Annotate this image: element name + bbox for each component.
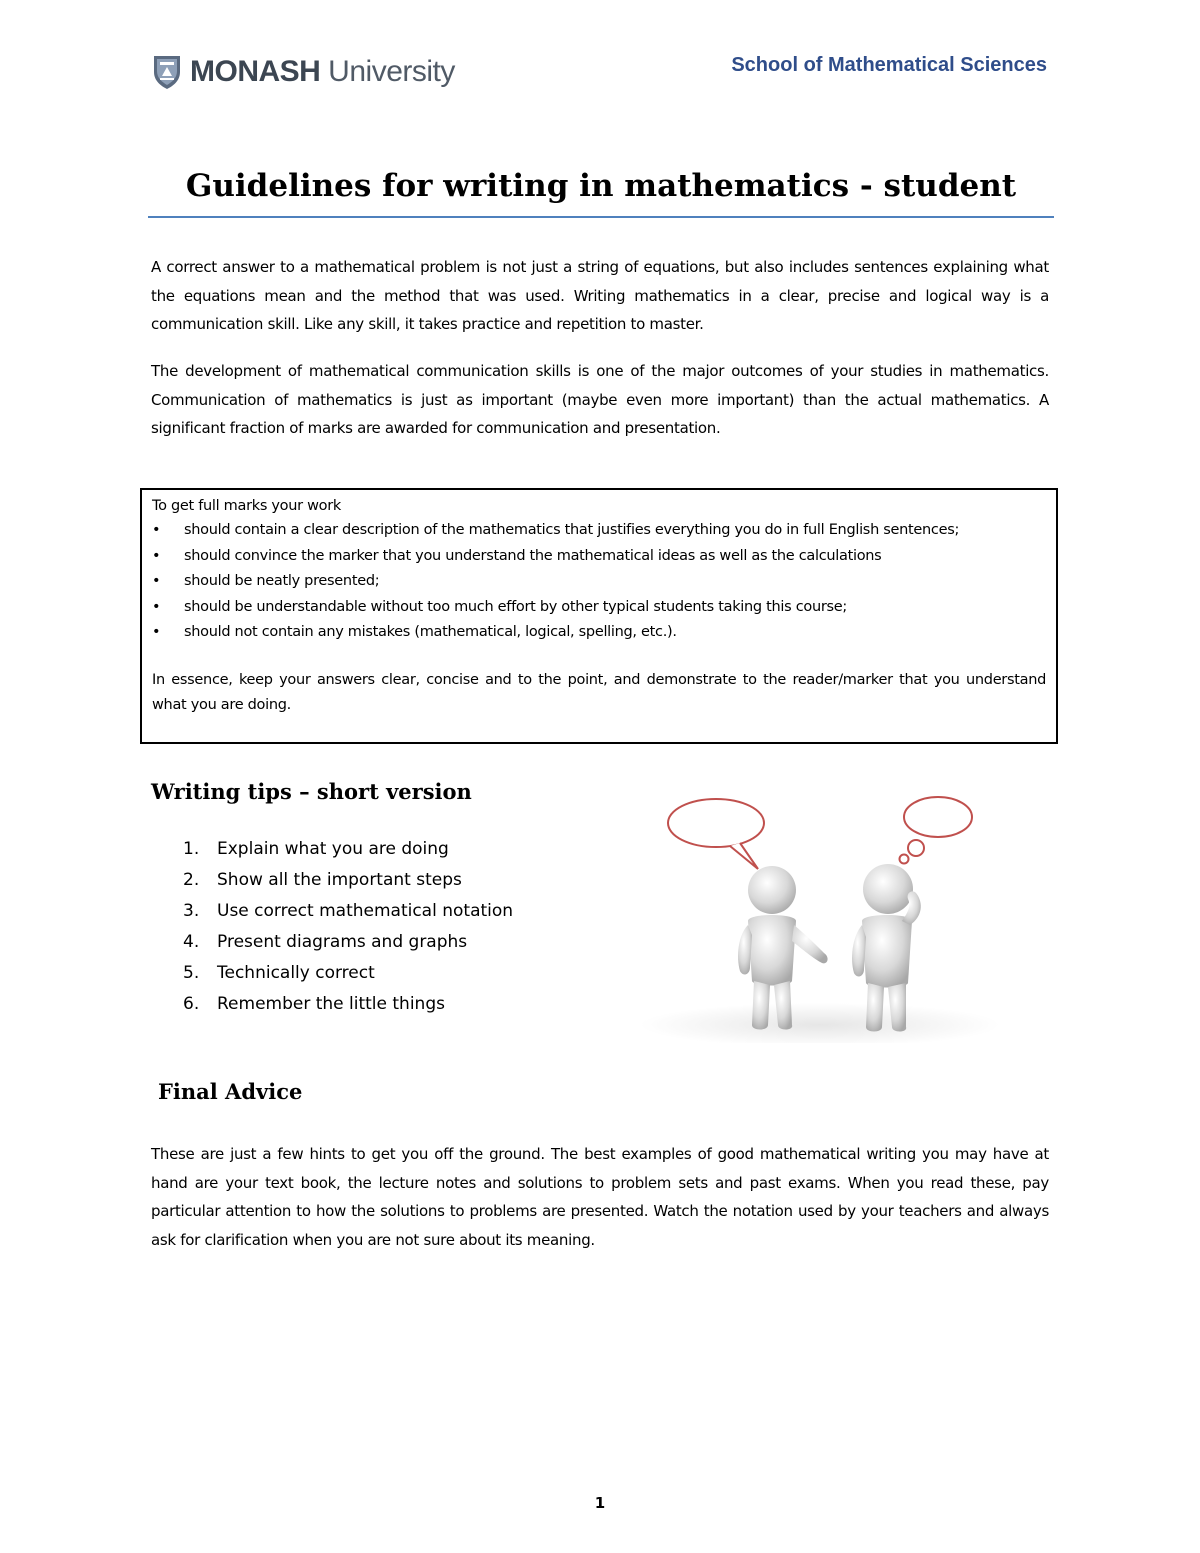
full-marks-list	[152, 518, 1046, 646]
monash-logo	[152, 52, 455, 92]
list-item: • should be understandable without too much effort by other typical students taking this course;	[152, 595, 1046, 621]
list-item: 6. Remember the little things	[183, 994, 445, 1014]
list-item: 3. Use correct mathematical notation	[183, 901, 514, 921]
list-item: • should be neatly presented;	[152, 569, 1046, 595]
list-item: • should convince the marker that you understand the mathematical ideas as well as the calculations	[152, 544, 1046, 570]
bullet-icon: •	[152, 573, 161, 589]
writing-tips-heading: Writing tips – short version	[151, 779, 472, 804]
logo-wordmark: MONASH University	[190, 55, 455, 88]
list-item: 4. Present diagrams and graphs	[183, 932, 468, 952]
final-advice-heading: Final Advice	[158, 1079, 303, 1104]
bullet-icon: •	[152, 598, 161, 615]
intro-paragraph-1: A correct answer to a mathematical problem is not just a string of equations, but also includes sentences explaining what the equations mean and the method that was used. Writing mathematics in a clear, precise and logical way is a communication skill. Like any skill, it takes practice and repetition to master.	[151, 258, 1049, 333]
school-name: School of Mathematical Sciences	[731, 54, 1047, 76]
monash-shield-icon	[152, 54, 182, 90]
document-title: Guidelines for writing in mathematics - student	[185, 168, 1017, 204]
list-item: • should contain a clear description of the mathematics that justifies everything you do in full English sentences;	[152, 518, 1046, 544]
full-marks-intro: To get full marks your work	[152, 498, 341, 514]
list-item: 1. Explain what you are doing	[183, 839, 449, 859]
writing-tips-list	[183, 834, 513, 1020]
title-underline	[148, 216, 1054, 218]
list-item: • should not contain any mistakes (mathematical, logical, spelling, etc.).	[152, 620, 1046, 646]
bullet-icon: •	[152, 547, 161, 564]
final-advice-paragraph: These are just a few hints to get you off the ground. The best examples of good mathematical writing you may have at hand are your text book, the lecture notes and solutions to problem sets and past exams. When you read these, pay particular attention to how the solutions to problems are presented. Watch the notation used by your teachers and always ask for clarification when you are not sure about its meaning.	[151, 1145, 1049, 1249]
bullet-icon: •	[152, 522, 161, 538]
list-item: 5. Technically correct	[183, 963, 375, 983]
bullet-icon: •	[152, 624, 161, 640]
intro-paragraph-2: The development of mathematical communication skills is one of the major outcomes of your studies in mathematics. Communication of mathematics is just as important (maybe even more important) than the actual mathematics. A significant fraction of marks are awarded for communication and presentation.	[151, 362, 1049, 437]
list-item: 2. Show all the important steps	[183, 870, 462, 890]
full-marks-box	[140, 488, 1058, 744]
conversation-figures-illustration	[640, 785, 1004, 1043]
essence-text: In essence, keep your answers clear, concise and to the point, and demonstrate to the reader/marker that you understand what you are doing.	[152, 671, 1046, 713]
page-number: 1	[594, 1494, 606, 1512]
